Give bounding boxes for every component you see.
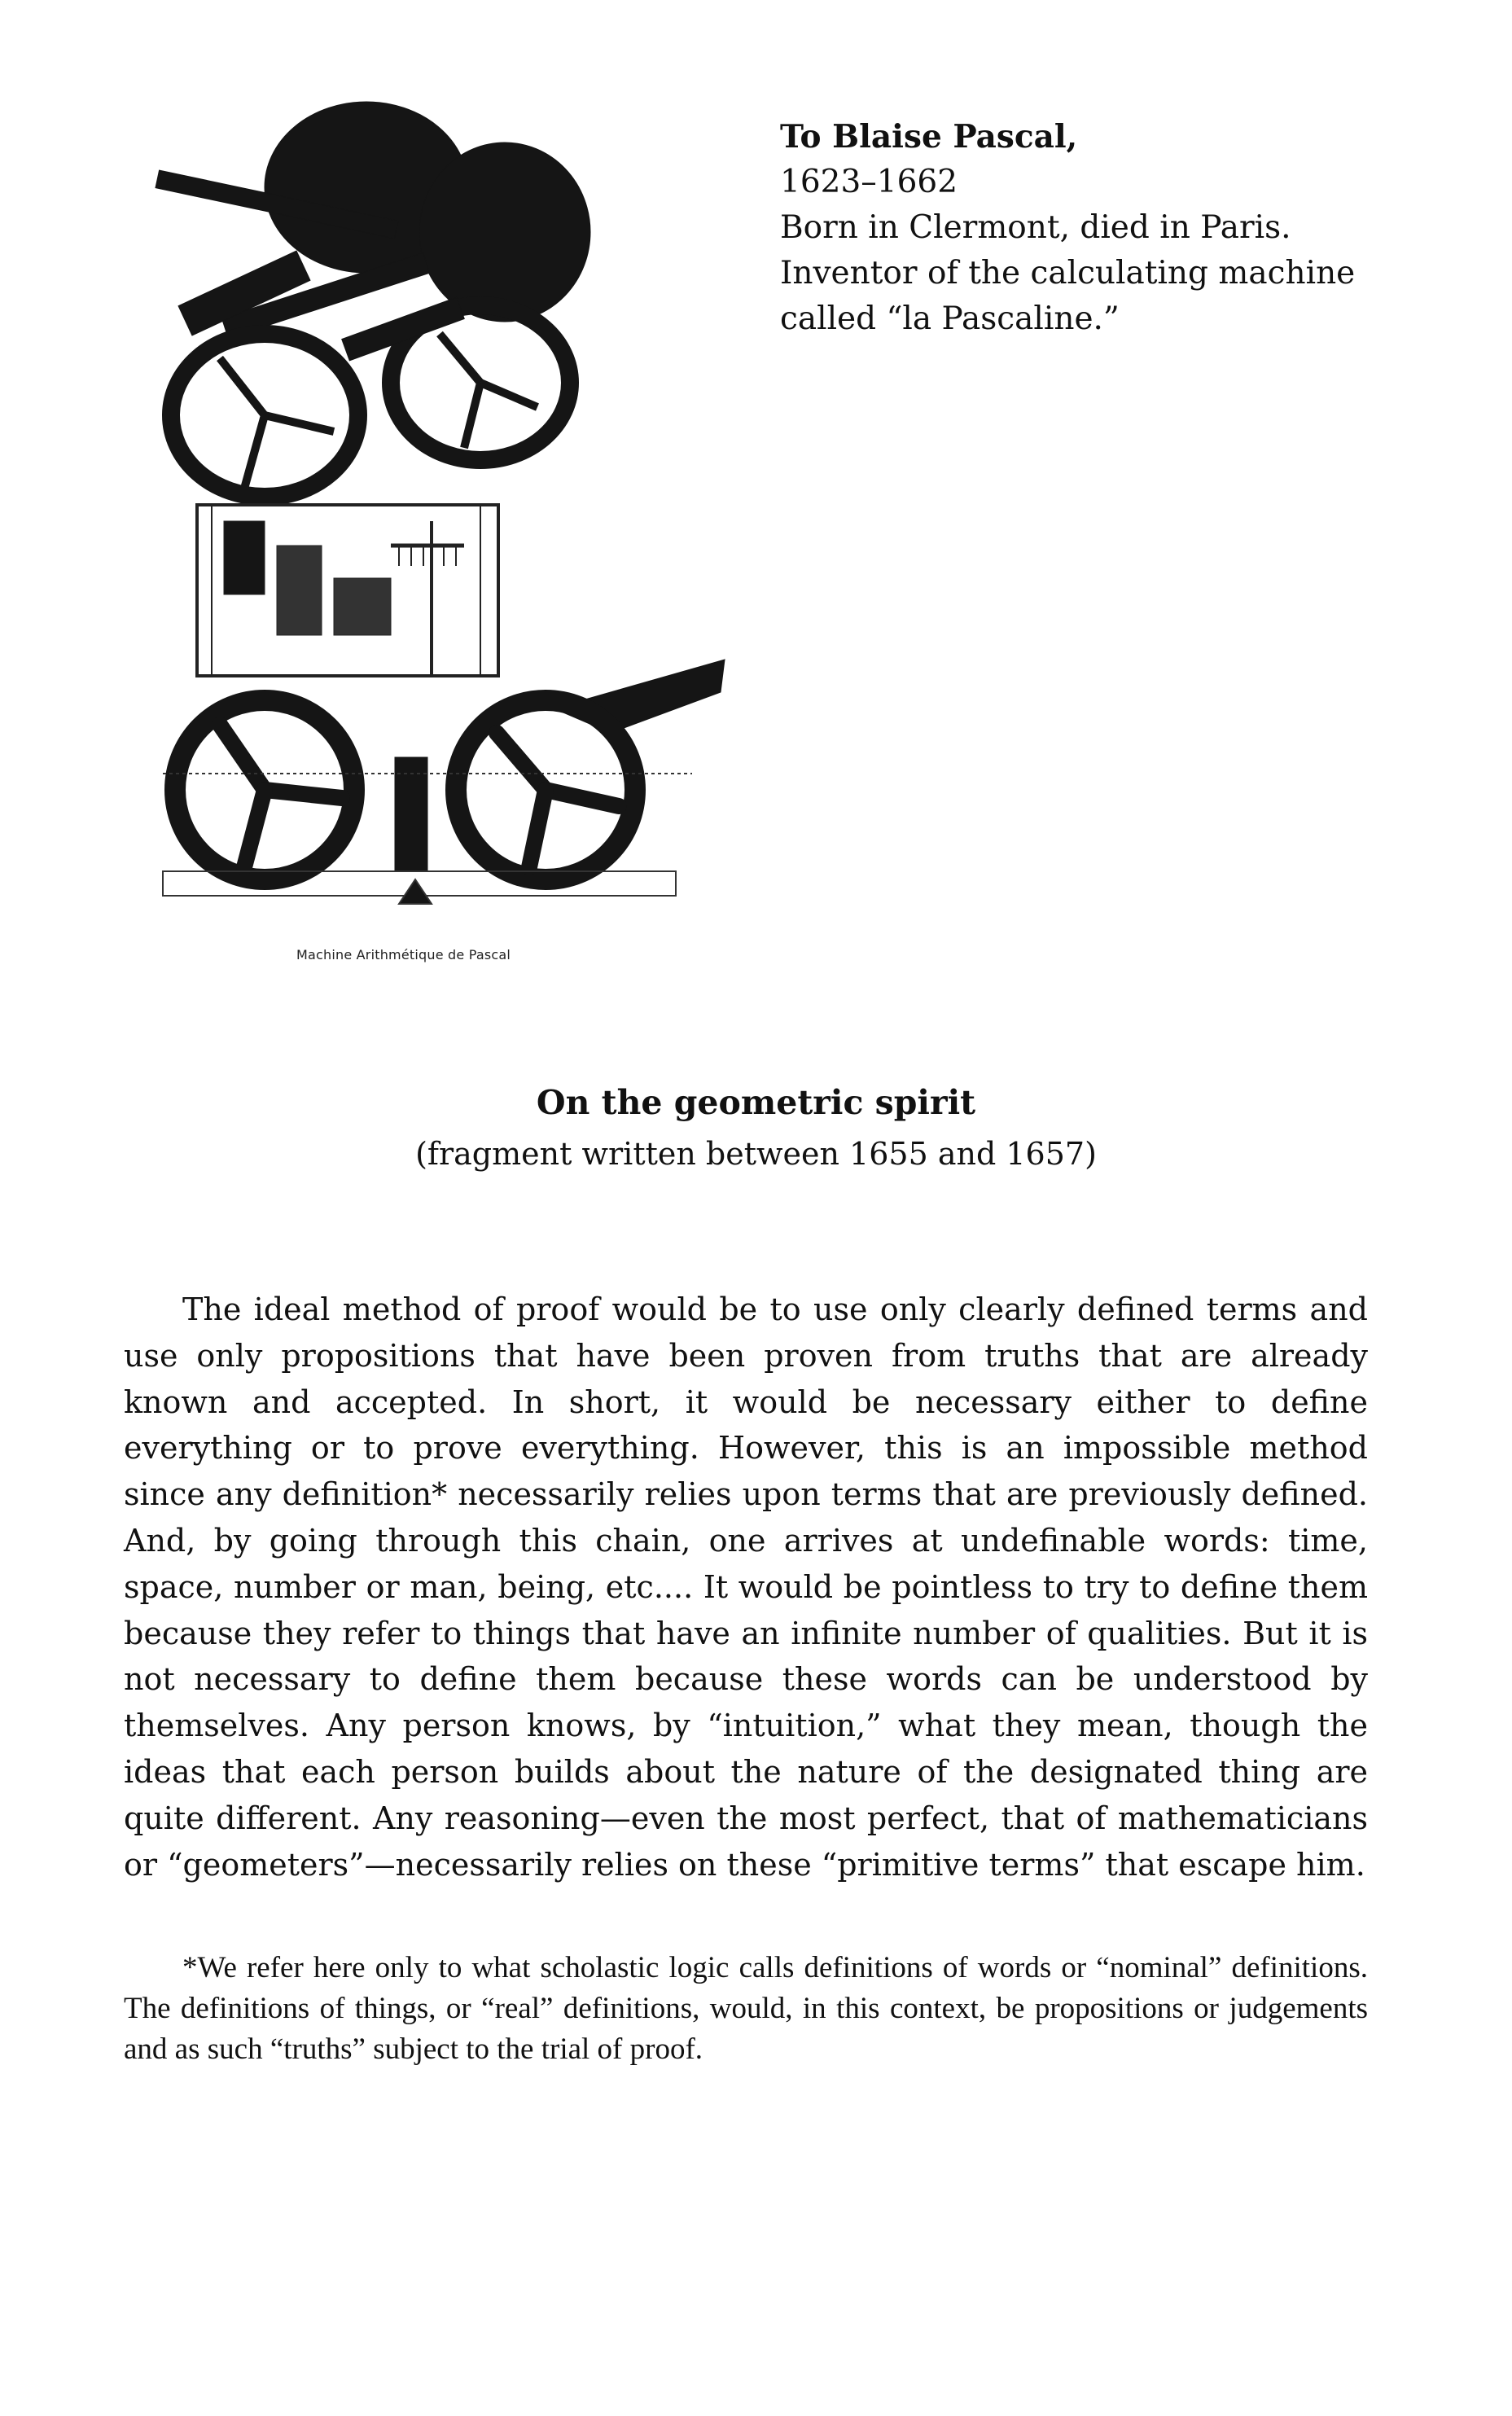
dedication-inventor-line1: Inventor of the calculating machine <box>780 255 1356 292</box>
lower-wheels <box>175 660 725 879</box>
dedication-years: 1623–1662 <box>780 164 958 200</box>
dedication-name: To Blaise Pascal, <box>780 118 1078 156</box>
pascaline-engraving <box>122 90 741 936</box>
body-paragraph: The ideal method of proof would be to use only clearly defined terms and use only propositions that have been proven from truths that are already known and accepted. In short, it would be necessary either to define everything or to prove everything. However, this is an impossible method since any definition* necessarily relies upon terms that are previously defined. And, by going through this chain, one arrives at undefinable words: time, space, number or man, being, etc.... It would be pointless to try to define them because they refer to things that have an infinite number of qualities. But it is not necessary to define them because these words can be understood by themselves. Any person knows, by “intuition,” what they mean, though the ideas that each person builds about the nature of the designated thing are quite different. Any reasoning—even the most perfect, that of mathematicians or “geometers”—necessarily relies on these “primitive terms” that escape him. <box>124 1291 1368 1883</box>
section-title: On the geometric spirit <box>536 1083 976 1122</box>
figure-caption: Machine Arithmétique de Pascal <box>296 947 511 962</box>
dedication <box>780 114 1448 342</box>
dedication-inventor-line2: called “la Pascaline.” <box>780 300 1120 337</box>
section-subtitle: (fragment written between 1655 and 1657) <box>415 1136 1097 1172</box>
upper-gear-assembly <box>156 102 590 497</box>
mechanism-box <box>197 505 498 676</box>
dedication-born: Born in Clermont, died in Paris. <box>780 209 1291 246</box>
footnote: *We refer here only to what scholastic logic calls definitions of words or “nominal” definitions. The definitions of things, or “real” definitions, would, in this context, be propositions or judgements and as such “truths” subject to the trial of proof. <box>124 1951 1368 2066</box>
